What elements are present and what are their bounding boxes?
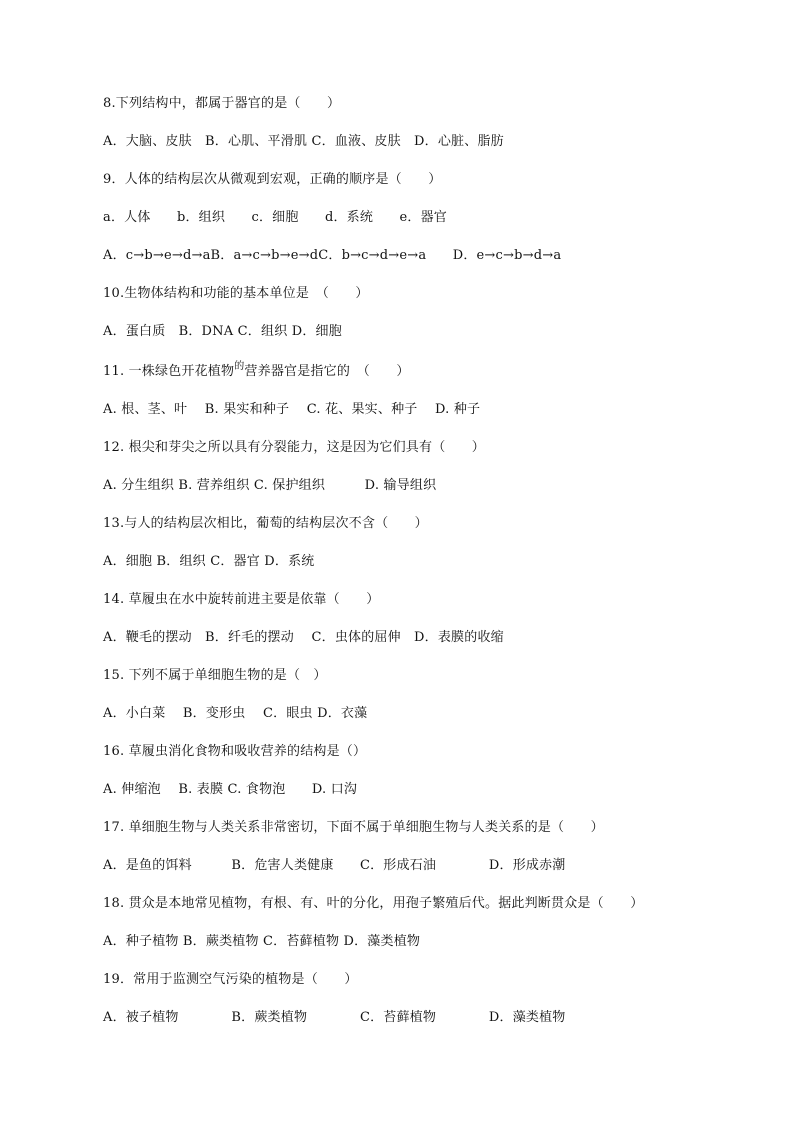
question-11-stem-after: 营养器官是指它的 （ ） [244,364,410,379]
question-10-options: A．蛋白质 B．DNA C．组织 D．细胞 [103,324,342,339]
question-18-options: A．种子植物 B．蕨类植物 C．苔藓植物 D．藻类植物 [103,934,421,949]
question-9-stem: 9．人体的结构层次从微观到宏观，正确的顺序是（ ） [103,172,442,187]
question-19-options: A．被子植物 B．蕨类植物 C．苔藓植物 D．藻类植物 [103,1010,566,1025]
question-8-options: A．大脑、皮肤 B．心肌、平滑肌 C．血液、皮肤 D．心脏、脂肪 [103,134,504,149]
question-17-options: A．是鱼的饵料 B．危害人类健康 C．形成石油 D．形成赤潮 [103,858,566,873]
question-10-stem: 10.生物体结构和功能的基本单位是 （ ） [103,286,369,301]
question-11-stem-sup: 的 [234,361,245,372]
question-13-options: A．细胞 B．组织 C．器官 D．系统 [103,554,315,569]
question-14-stem: 14. 草履虫在水中旋转前进主要是依靠（ ） [103,592,380,607]
question-17-stem: 17. 单细胞生物与人类关系非常密切，下面不属于单细胞生物与人类关系的是（ ） [103,820,604,835]
question-15-options: A．小白菜 B．变形虫 C．眼虫 D．衣藻 [103,706,368,721]
question-11-stem [103,361,410,381]
question-11-stem-before: 11. 一株绿色开花植物 [103,364,235,379]
question-15-stem: 15. 下列不属于单细胞生物的是（ ） [103,668,327,683]
question-14-options: A．鞭毛的摆动 B．纤毛的摆动 C．虫体的屈伸 D．表膜的收缩 [103,630,504,645]
question-16-options: A. 伸缩泡 B. 表膜 C. 食物泡 D. 口沟 [103,782,358,797]
question-16-stem: 16. 草履虫消化食物和吸收营养的结构是（） [103,744,367,759]
question-11-options: A. 根、茎、叶 B. 果实和种子 C. 花、果实、种子 D. 种子 [103,402,481,417]
question-12-options: A. 分生组织 B. 营养组织 C. 保护组织 D. 输导组织 [103,478,437,493]
question-8-stem: 8.下列结构中，都属于器官的是（ ） [103,96,341,111]
question-19-stem: 19．常用于监测空气污染的植物是（ ） [103,972,358,987]
question-9-options: A．c→b→e→d→aB．a→c→b→e→dC．b→c→d→e→a D．e→c→b→d→a [103,248,562,263]
question-13-stem: 13.与人的结构层次相比，葡萄的结构层次不含（ ） [103,516,428,531]
question-9-items: a．人体 b．组织 c．细胞 d．系统 e．器官 [103,210,447,225]
question-12-stem: 12. 根尖和芽尖之所以具有分裂能力，这是因为它们具有（ ） [103,440,486,455]
question-18-stem: 18. 贯众是本地常见植物，有根、有、叶的分化，用孢子繁殖后代。据此判断贯众是（ ） [103,896,644,911]
